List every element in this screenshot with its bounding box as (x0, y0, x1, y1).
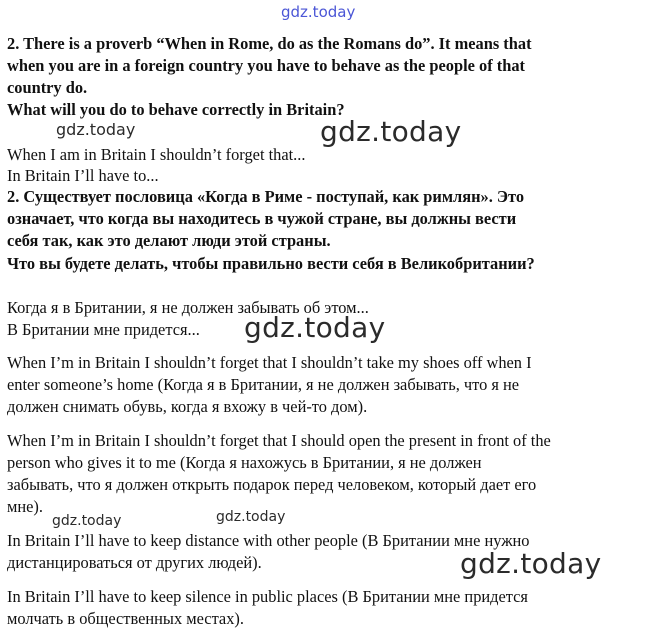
watermark-top: gdz.today (281, 3, 356, 21)
answer-line: enter someone’s home (Когда я в Британии, я не должен забывать, что я не (7, 375, 520, 394)
task-text: country do. (7, 78, 88, 97)
answer-line: When I’m in Britain I shouldn’t forget that I shouldn’t take my shoes off when I (7, 353, 532, 372)
task-question: Что вы будете делать, чтобы правильно вести себя в Великобритании? (7, 254, 535, 273)
prompt-text: When I am in Britain I shouldn’t forget that... (7, 145, 306, 164)
task-text: означает, что когда вы находитесь в чужой стране, вы должны вести (7, 209, 517, 228)
task-text: when you are in a foreign country you have to behave as the people of that (7, 56, 525, 75)
task-text: 2. Существует пословица «Когда в Риме - поступай, как римлян». Это (7, 187, 525, 206)
answer-line: дистанцироваться от других людей). (7, 553, 262, 572)
prompt-text: В Британии мне придется... (7, 320, 200, 339)
task-text: 2. There is a proverb “When in Rome, do as the Romans do”. It means that (7, 34, 532, 53)
answer-line: When I’m in Britain I shouldn’t forget that I should open the present in front of the (7, 431, 551, 450)
answer-line: молчать в общественных местах). (7, 609, 244, 628)
watermark: gdz.today (244, 311, 386, 344)
task-text: себя так, как это делают люди этой страны. (7, 231, 331, 250)
prompt-text: In Britain I’ll have to... (7, 166, 159, 185)
answer-line: person who gives it to me (Когда я нахожусь в Британии, я не должен (7, 453, 482, 472)
answer-line: In Britain I’ll have to keep distance with other people (В Британии мне нужно (7, 531, 530, 550)
watermark: gdz.today (56, 120, 136, 139)
answer-line: In Britain I’ll have to keep silence in public places (В Британии мне придется (7, 587, 528, 606)
watermark: gdz.today (52, 513, 122, 529)
watermark: gdz.today (216, 509, 286, 525)
answer-line: мне). (7, 497, 43, 516)
prompt-text: Когда я в Британии, я не должен забывать об этом... (7, 298, 369, 317)
answer-line: забывать, что я должен открыть подарок перед человеком, который дает его (7, 475, 537, 494)
watermark: gdz.today (320, 115, 462, 148)
task-question: What will you do to behave correctly in Britain? (7, 100, 345, 119)
watermark: gdz.today (460, 547, 602, 580)
answer-line: должен снимать обувь, когда я вхожу в чей-то дом). (7, 397, 368, 416)
